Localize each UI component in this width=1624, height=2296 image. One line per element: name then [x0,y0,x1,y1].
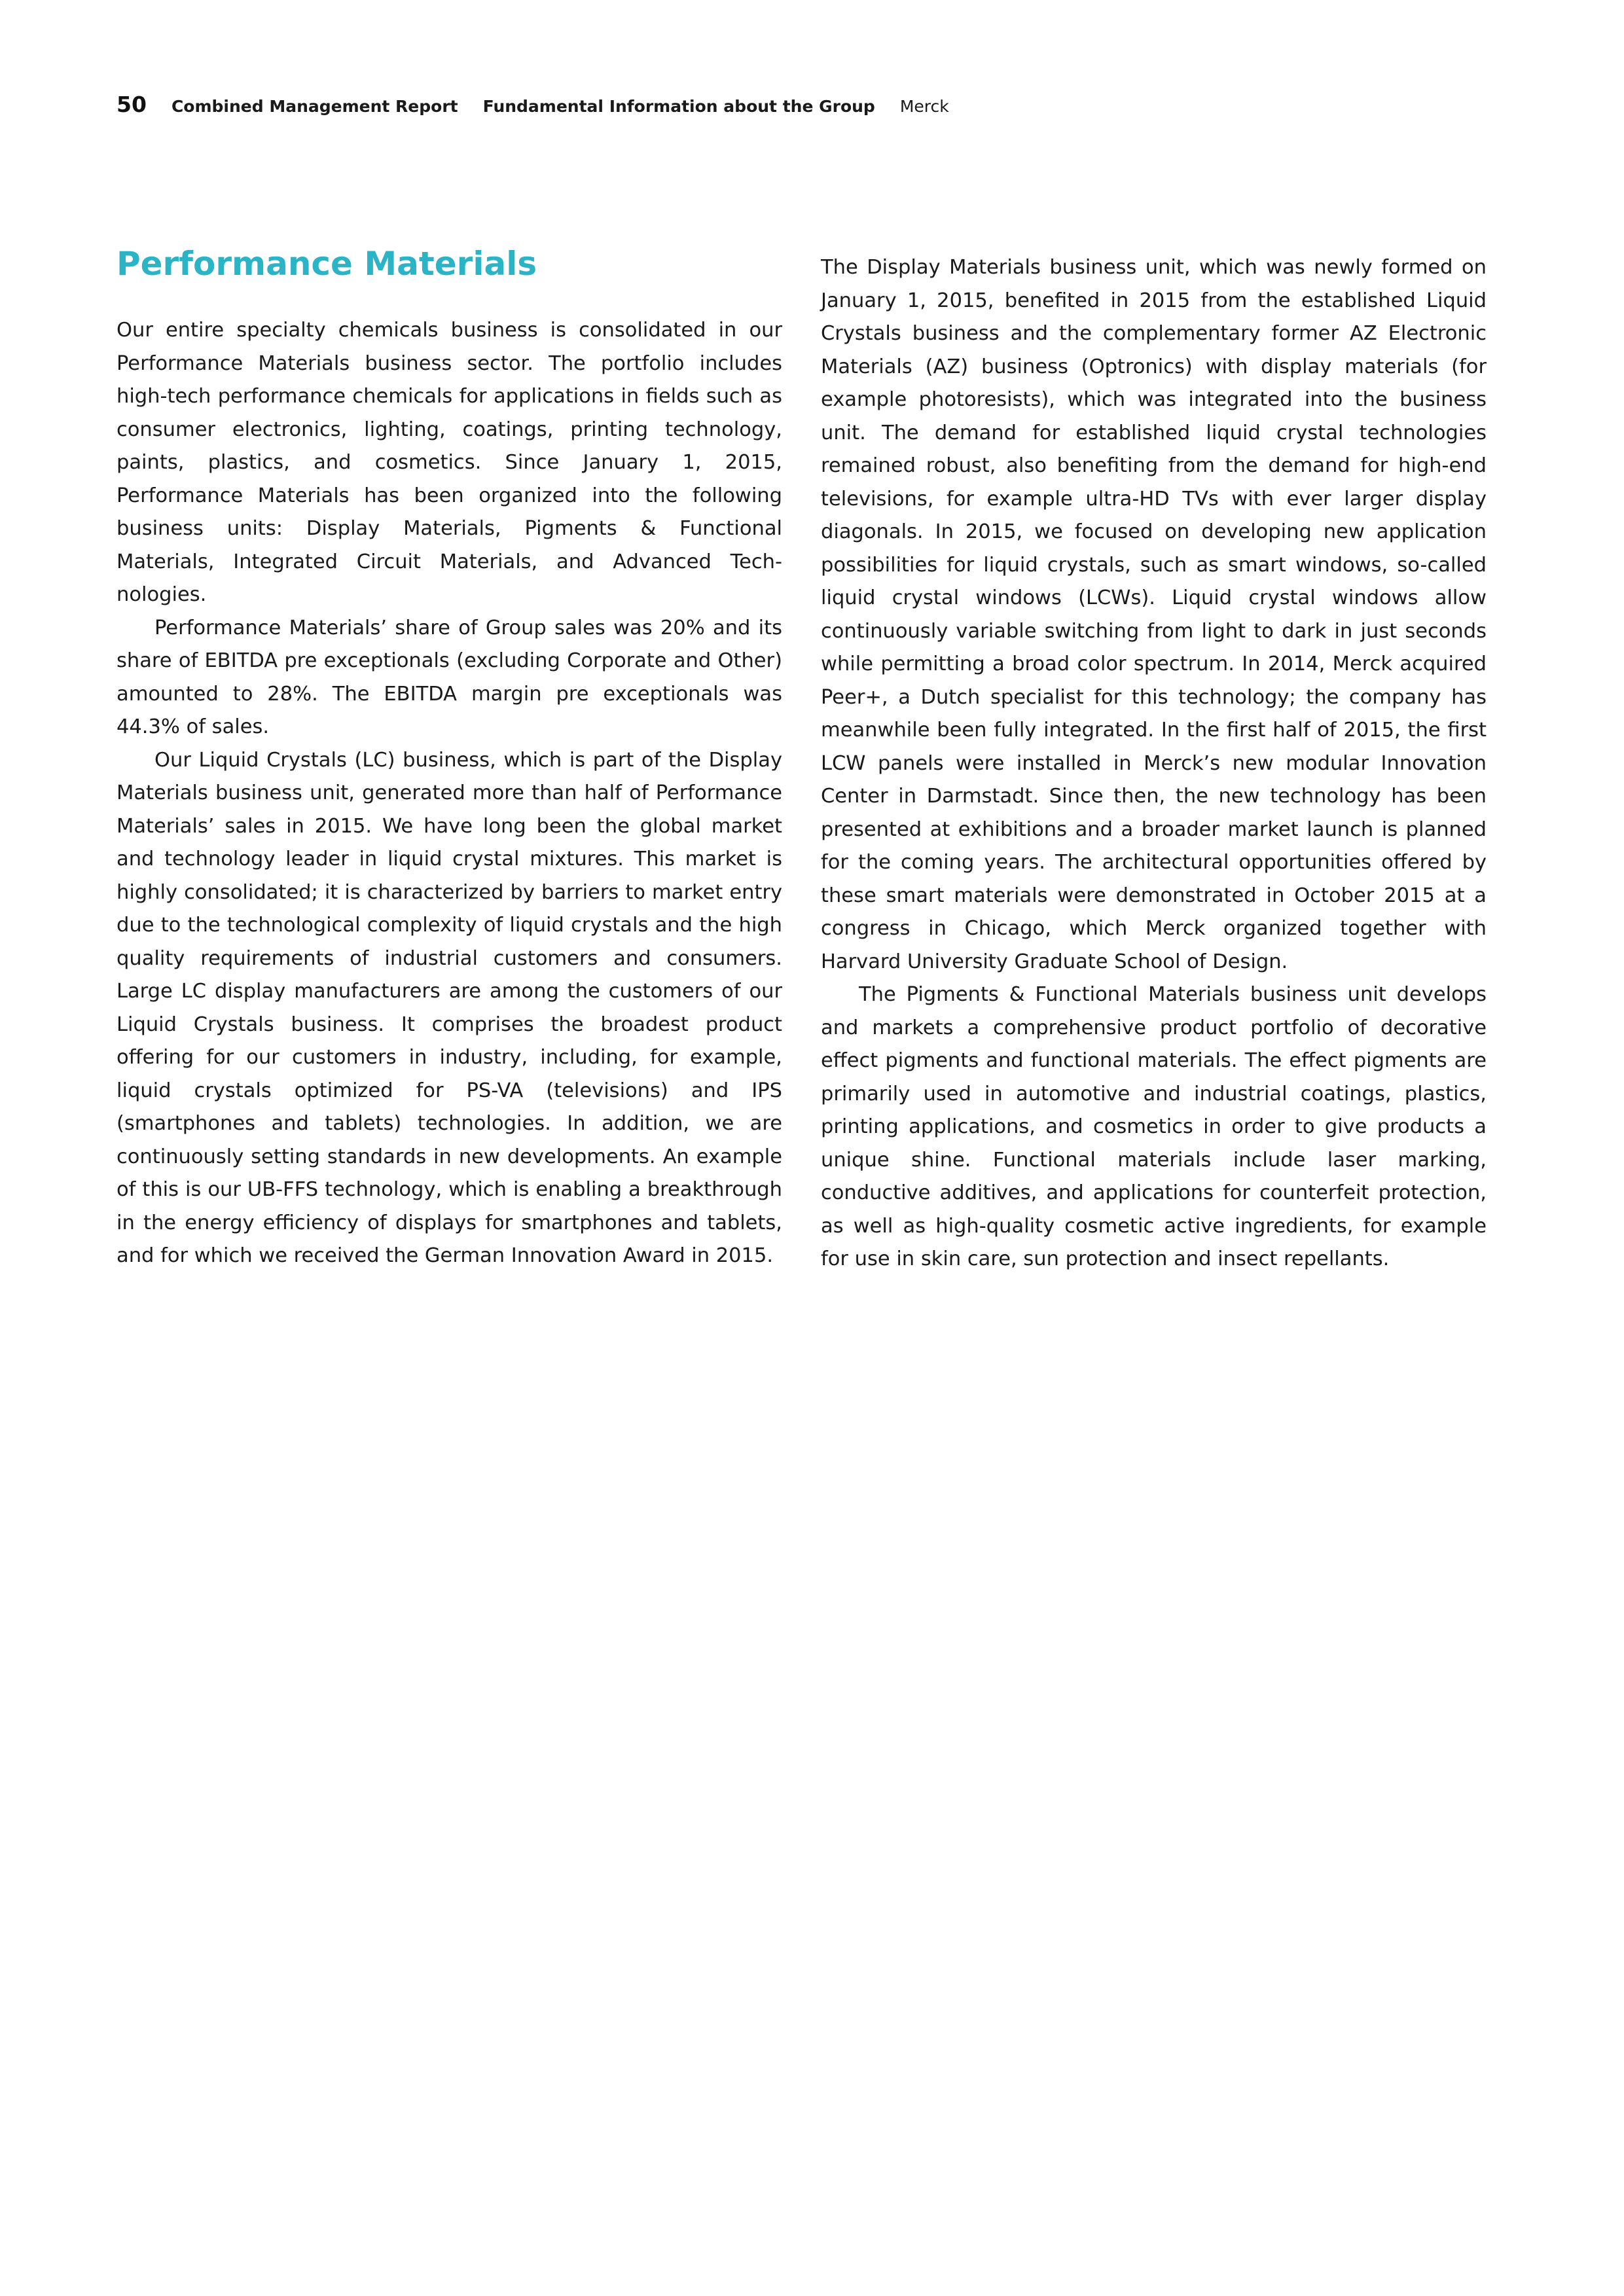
body-paragraph: Our Liquid Crystals (LC) business, which is part of the Display Materials business unit, generated more than half of Performance Materials’ sales in 2015. We have long been the global market and technology leader in liquid crystal mixtures. This market is highly consolidated; it is characterized by barriers to market entry due to the technological complexity of liquid crystals and the high quality requirements of industrial customers and consumers. Large LC display manufacturers are among the customers of our Liquid Crystals business. It comprises the broadest product offering for our customers in industry, including, for example, liquid crystals optimized for PS-VA (televisions) and IPS (smartphones and tablets) technologies. In addition, we are continuously setting standards in new developments. An example of this is our UB-FFS technology, which is enabling a breakthrough in the energy efficiency of displays for smartphones and tablets, and for which we received the German Innovation Award in 2015. [117,748,782,1267]
body-paragraph: The Display Materials business unit, which was newly formed on January 1, 2015, benefited in 2015 from the established Liquid Crystals business and the complementary former AZ Electronic Materials (AZ) business (Optronics) with display materials (for example photoresists), which was integrated into the business unit. The demand for established liquid crystal technologies remained robust, also benefiting from the demand for high-end televisions, for example ultra-HD TVs with ever larger display diagonals. In 2015, we focused on developing new application possibilities for liquid crystals, such as smart windows, so-called liquid crystal windows (LCWs). Liquid crystal windows allow continuously variable switching from light to dark in just seconds while permitting a broad color spectrum. In 2014, Merck acquired Peer+, a Dutch specialist for this technology; the company has meanwhile been fully integrated. In the first half of 2015, the first LCW panels were installed in Merck’s new modular Innovation Center in Darmstadt. Since then, the new technology has been presented at exhibitions and a broader market launch is planned for the coming years. The architectural opportunities offered by these smart materials were demonstrated in October 2015 at a congress in Chicago, which Merck organized together with Harvard University Graduate School of Design. [821,256,1487,973]
body-paragraph: Performance Materials’ share of Group sales was 20% and its share of EBITDA pre exceptionals (excluding Corporate and Other) amounted to 28%. The EBITDA margin pre exceptionals was 44.3% of sales. [117,616,782,738]
running-header [117,92,949,120]
page-number: 50 [117,92,147,117]
body-paragraph: Our entire specialty chemicals business is consolidated in our Performance Materials business sector. The portfolio includes high-tech performance chemicals for applications in fields such as consumer electronics, lighting, coatings, printing technology, paints, plastics, and cosmetics. Since January 1, 2015, Performance Materials has been organized into the following business units: Display Materials, Pigments & Functional Materials, Integrated Circuit Materials, and Advanced Technologies. [117,319,782,606]
header-company-name: Merck [899,97,949,116]
left-column [117,243,782,1273]
header-section-title: Combined Management Report [171,97,458,116]
header-subsection-title: Fundamental Information about the Group [482,97,875,116]
body-paragraph: The Pigments & Functional Materials business unit develops and markets a comprehensive product portfolio of decorative effect pigments and functional materials. The effect pigments are primarily used in automotive and industrial coatings, plastics, printing applications, and cosmetics in order to give products a unique shine. Functional materials include laser marking, conductive additives, and applications for counterfeit protection, as well as high-quality cosmetic active ingredients, for example for use in skin care, sun protection and insect repellants. [821,983,1487,1270]
right-column [821,251,1487,1276]
section-title: Performance Materials [117,245,537,283]
